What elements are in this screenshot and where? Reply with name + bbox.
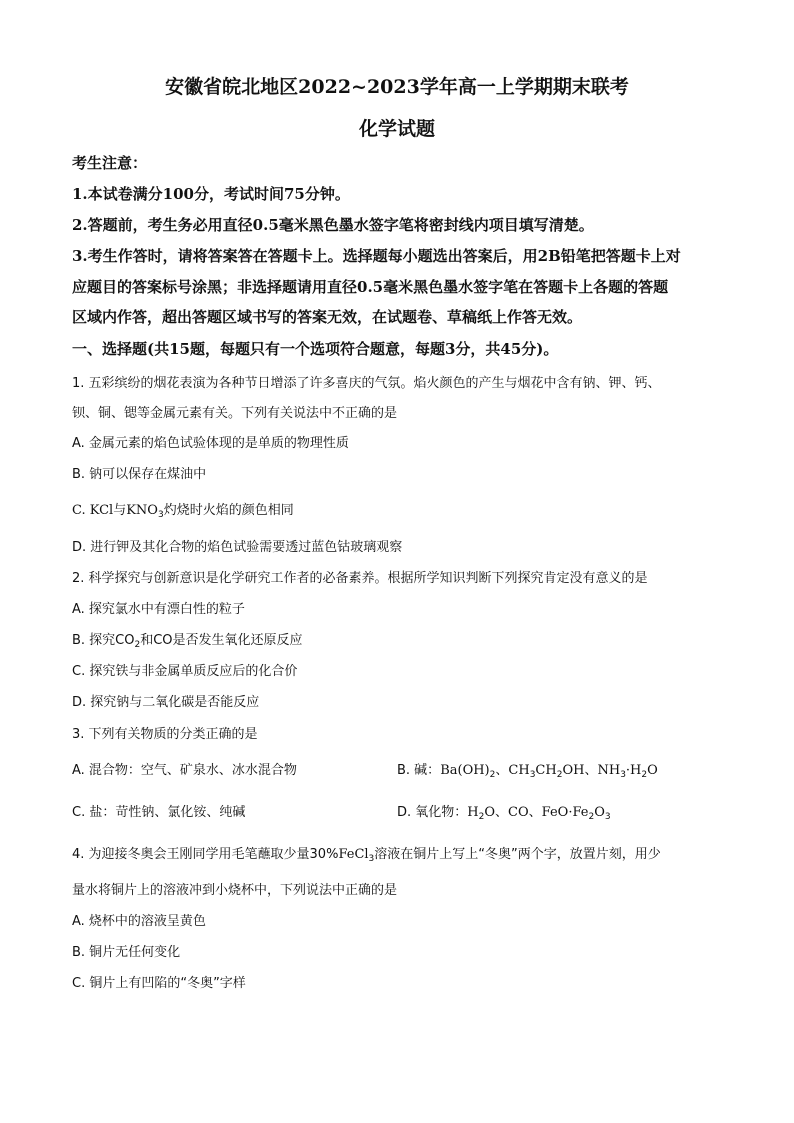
q3-option-d: D. 氧化物：$H_2O$、CO、$FeO\cdot Fe_2O_3$ <box>397 805 611 822</box>
q2-option-a: A. 探究氯水中有漂白性的粒子 <box>72 602 245 617</box>
q1-option-b: B. 钠可以保存在煤油中 <box>72 467 207 482</box>
notice-item-3-cont1: 应题目的答案标号涂黑；非选择题请用直径0.5毫米黑色墨水签字笔在答题卡上各题的答题 <box>72 278 669 296</box>
notice-item-3: 3.考生作答时，请将答案答在答题卡上。选择题每小题选出答案后，用2B铅笔把答题卡上对 <box>72 247 681 265</box>
q2-option-d: D. 探究钠与二氧化碳是否能反应 <box>72 695 260 710</box>
q1-stem-line1: 1. 五彩缤纷的烟花表演为各种节日增添了许多喜庆的气氛。焰火颜色的产生与烟花中含有钠、钾、钙、 <box>72 376 661 391</box>
q3-option-b: B. 碱：$Ba(OH)_2$、$CH_3CH_2OH$、$NH_3\cdot H_2O$ <box>397 763 658 780</box>
q2-option-b: B. 探究$CO_2$和CO是否发生氧化还原反应 <box>72 633 303 650</box>
q1-option-a: A. 金属元素的焰色试验体现的是单质的物理性质 <box>72 436 349 451</box>
exam-title: 安徽省皖北地区2022~2023学年高一上学期期末联考 <box>165 76 629 98</box>
q1-stem-line2: 钡、铜、锶等金属元素有关。下列有关说法中不正确的是 <box>72 406 398 421</box>
q3-stem: 3. 下列有关物质的分类正确的是 <box>72 727 258 742</box>
q4-option-a: A. 烧杯中的溶液呈黄色 <box>72 914 206 929</box>
q4-option-b: B. 铜片无任何变化 <box>72 945 181 960</box>
notice-item-1: 1.本试卷满分100分，考试时间75分钟。 <box>72 185 350 203</box>
q3-option-c: C. 盐：苛性钠、氯化铵、纯碱 <box>72 805 246 820</box>
section-heading: 一、选择题(共15题，每题只有一个选项符合题意，每题3分，共45分)。 <box>72 340 559 358</box>
q2-option-c: C. 探究铁与非金属单质反应后的化合价 <box>72 664 298 679</box>
q1-option-c: C. KCl与$KNO_3$灼烧时火焰的颜色相同 <box>72 503 294 520</box>
notice-heading: 考生注意： <box>72 154 148 172</box>
exam-subtitle: 化学试题 <box>358 118 435 140</box>
q3-option-a: A. 混合物：空气、矿泉水、冰水混合物 <box>72 763 297 778</box>
q4-stem-line2: 量水将铜片上的溶液冲到小烧杯中，下列说法中正确的是 <box>72 883 398 898</box>
notice-item-2: 2.答题前，考生务必用直径0.5毫米黑色墨水签字笔将密封线内项目填写清楚。 <box>72 216 594 234</box>
q2-stem: 2. 科学探究与创新意识是化学研究工作者的必备素养。根据所学知识判断下列探究肯定没有意义的是 <box>72 571 648 586</box>
q4-option-c: C. 铜片上有凹陷的“冬奥”字样 <box>72 976 246 991</box>
q1-option-d: D. 进行钾及其化合物的焰色试验需要透过蓝色钴玻璃观察 <box>72 540 403 555</box>
q4-stem-line1: 4. 为迎接冬奥会王刚同学用毛笔蘸取少量30%FeCl$_3$溶液在铜片上写上“冬奥”两个字，放置片刻，用少 <box>72 847 661 864</box>
notice-item-3-cont2: 区域内作答，超出答题区域书写的答案无效，在试题卷、草稿纸上作答无效。 <box>72 308 583 326</box>
